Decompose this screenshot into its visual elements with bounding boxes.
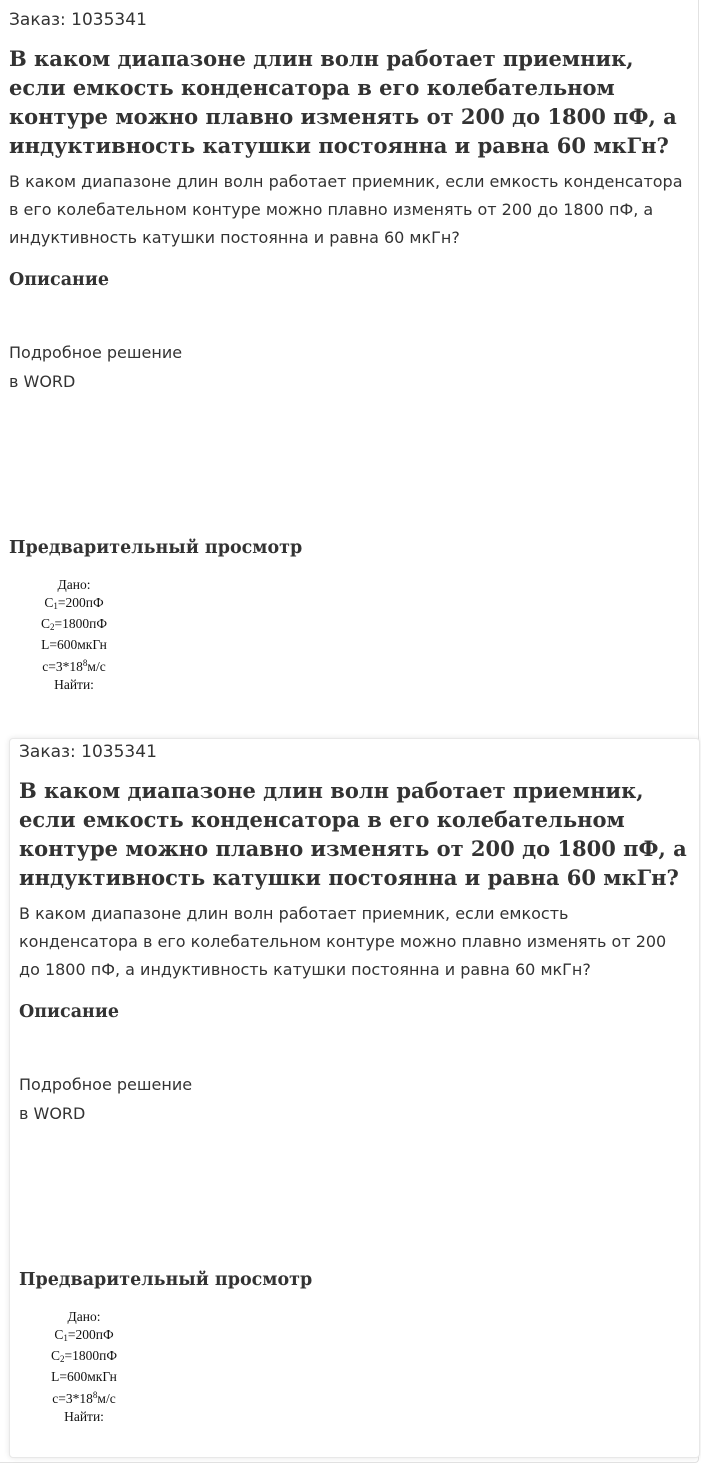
description-body <box>19 1070 689 1128</box>
preview-heading: Предварительный просмотр <box>9 538 303 558</box>
task-description: В каком диапазоне длин волн работает приемник, если емкость конденсатора в его колебательном контуре можно плавно изменять от 200 до 1800 пФ, а индуктивность катушки постоянна и равна 60 мкГн? <box>19 904 667 979</box>
preview-c: $c=3*18^8м/с$ <box>42 658 106 674</box>
preview-image <box>9 576 139 694</box>
description-line: Подробное решение <box>9 343 183 362</box>
order-number: Заказ: 1035341 <box>9 10 147 30</box>
description-body <box>9 338 689 396</box>
description-line: в WORD <box>19 1104 86 1123</box>
preview-find-label: Найти: <box>64 1409 104 1424</box>
page-title: В каком диапазоне длин волн работает приемник, если емкость конденсатора в его колебательном контуре можно плавно изменять от 200 до 1800 пФ, а индуктивность катушки постоянна и равна 60 мкГн? <box>19 778 687 890</box>
description-heading: Описание <box>9 270 109 290</box>
preview-given-label: Дано: <box>67 1309 101 1324</box>
preview-c2: $C_2=1800пФ$ <box>40 616 108 632</box>
preview-c1: $C_1=200пФ$ <box>54 1327 114 1343</box>
preview-find-label: Найти: <box>54 677 94 692</box>
order-card <box>9 8 689 694</box>
preview-image <box>19 1308 149 1426</box>
preview-c2: $C_2=1800пФ$ <box>50 1348 118 1364</box>
description-line: в WORD <box>9 372 76 391</box>
order-number: Заказ: 1035341 <box>19 742 157 762</box>
preview-given-label: Дано: <box>57 577 91 592</box>
order-card-embedded <box>19 740 689 1426</box>
preview-l: L=600мкГн <box>51 1369 117 1384</box>
preview-l: L=600мкГн <box>41 637 107 652</box>
description-heading: Описание <box>19 1002 119 1022</box>
preview-heading: Предварительный просмотр <box>19 1270 313 1290</box>
task-description: В каком диапазоне длин волн работает приемник, если емкость конденсатора в его колебательном контуре можно плавно изменять от 200 до 1800 пФ, а индуктивность катушки постоянна и равна 60 мкГн? <box>9 172 683 247</box>
description-line: Подробное решение <box>19 1075 193 1094</box>
preview-c1: $C_1=200пФ$ <box>44 595 104 611</box>
preview-c: $c=3*18^8м/с$ <box>52 1390 116 1406</box>
page-title: В каком диапазоне длин волн работает приемник, если емкость конденсатора в его колебательном контуре можно плавно изменять от 200 до 1800 пФ, а индуктивность катушки постоянна и равна 60 мкГн? <box>9 46 677 158</box>
